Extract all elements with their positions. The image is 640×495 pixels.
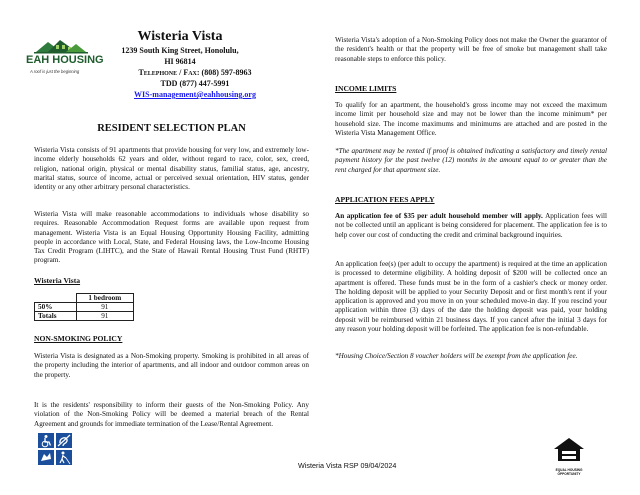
eah-housing-logo [26,34,104,78]
house-logo-icon [26,34,96,56]
table-cell: Totals [35,312,77,321]
accommodation-paragraph: Wisteria Vista will make reasonable accommodations to individuals whose disability so requires. Reasonable Accommodation Request forms are available upon request from management. Wisteria Vista is an Equal Housing Opportunity Housing Facility, admitting people in accordance with Local, State, and Federal Housing laws, the Low-Income Housing Tax Credit Program (LIHTC), and the State of Hawaii Rental Housing Trust Fund (RHTF) program. [34,210,309,265]
address-line-1: 1239 South King Street, Honolulu, [121,46,239,55]
income-footnote: *The apartment may be rented if proof is obtained indicating a satisfactory and timely rental payment history for the past twelve (12) months in the amount equal to or greater than the rent charged for that apartment size. [335,147,607,174]
equal-housing-icon [552,437,586,463]
income-limits-heading: INCOME LIMITS [335,84,397,93]
tdd-number: TDD (877) 447-5991 [160,79,230,88]
unit-table [34,293,134,321]
table-header-cell [35,294,77,303]
table-cell: 91 [76,312,133,321]
application-fees-heading: APPLICATION FEES APPLY [335,195,435,204]
intro-paragraph: Wisteria Vista consists of 91 apartments that provide housing for very low, and extremely low-income elderly households 62 years and older, without regard to race, color, sex, creed, religion, national origin, physical or mental disability status, familial status, age, ancestry, marital status, source of income, actual or perceived sexual orientation, HIV status, gender identity or any other arbitrary personal characteristics. [34,146,309,192]
income-paragraph: To qualify for an apartment, the household's gross income may not exceed the maximum income limit per household size and may not be lower than the income minimum* per household size. The income maximums and minimums are attached and are posted in the Wisteria Vista Management Office. [335,101,607,137]
wheelchair-icon [38,433,54,448]
equal-housing-text: EQUAL HOUSING OPPORTUNITY [555,468,583,476]
table-row [35,312,134,321]
table-cell: 91 [76,303,133,312]
email-link[interactable]: WIS-management@eahhousing.org [134,90,256,99]
logo-tagline: A roof is just the beginning [30,69,80,74]
address-line-2: HI 96814 [164,57,196,66]
nonsmoking-paragraph: Wisteria Vista is designated as a Non-Smoking property. Smoking is prohibited in all areas of the property including the interior of apartments, and all indoor and outdoor common areas on the property. [34,352,309,379]
accessibility-icons [38,433,74,467]
table-row [35,303,134,312]
application-fee-paragraph [335,212,607,240]
plan-title: RESIDENT SELECTION PLAN [97,123,246,134]
policy-guarantor-paragraph: Wisteria Vista's adoption of a Non-Smoking Policy does not make the Owner the guarantor of the resident's health or that the property will be free of smoke but management shall take reasonable steps to enforce this policy. [335,36,607,63]
blind-person-icon [56,450,72,465]
table-header-row [35,294,134,303]
table-header-cell: 1 bedroom [76,294,133,303]
hearing-impaired-icon [56,433,72,448]
unit-table-title: Wisteria Vista [34,276,81,285]
guest-policy-paragraph: It is the residents' responsibility to inform their guests of the Non-Smoking Policy. Any violation of the Non-Smoking Policy will be deemed a material breach of the Rental Agreement and grounds for immediate termination of the Lease/Rental Agreement. [34,401,309,428]
fee-amount-text: An application fee of $35 per adult household member will apply. [335,212,543,220]
phone-fax: Telephone / Fax: (808) 597-8963 [138,68,252,77]
nonsmoking-heading: NON-SMOKING POLICY [34,334,123,343]
holding-deposit-paragraph: An application fee(s) (per adult to occupy the apartment) is required at the time an application is processed to determine eligibility. A holding deposit of $200 will be collected once an apartment is offered. These funds must be in the form of a cashier's check or money order. The holding deposit will be applied to your Security Deposit and or first month's rent if your application is approved and you move in on your scheduled move-in day. If you rescind your application within three (3) days of the date the holding deposit was paid, your holding deposit will be reimbursed within 21 business days. If you cancel after the initial 3 days for any reason your holding deposit will be forfeited. The application fee is non-refundable. [335,260,607,334]
equal-housing-logo [552,437,586,476]
table-cell: 50% [35,303,77,312]
fee-details-text: Application fees will not be collected until an applicant is being considered for placement. The application fee is to help cover our cost of conducting the credit and criminal background inquiries. [335,212,607,239]
voucher-exemption-note: *Housing Choice/Section 8 voucher holders will be exempt from the application fee. [335,352,578,360]
footer-text: Wisteria Vista RSP 09/04/2024 [298,461,397,470]
property-title: Wisteria Vista [137,29,223,44]
sign-language-icon [38,450,54,465]
logo-name: EAH HOUSING [26,54,104,66]
